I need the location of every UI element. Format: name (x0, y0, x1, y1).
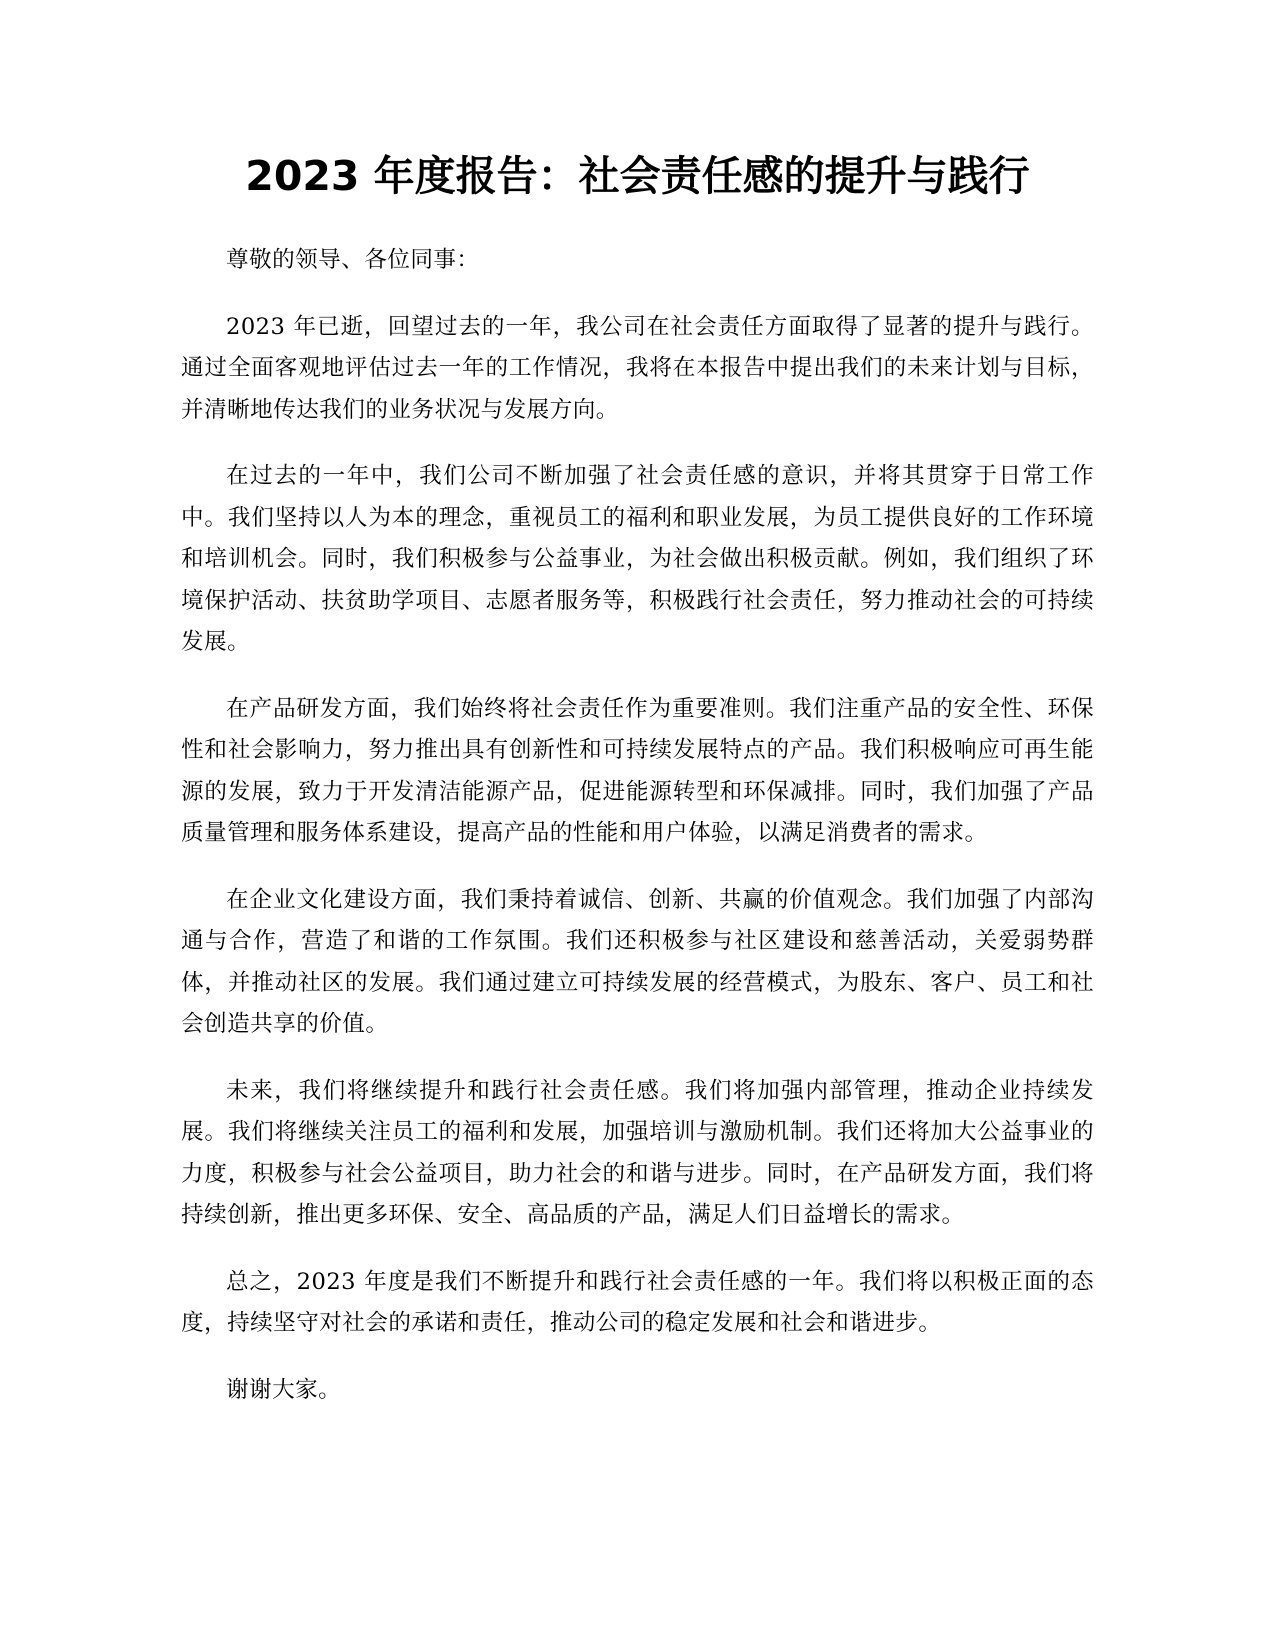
paragraph-intro: 2023 年已逝，回望过去的一年，我公司在社会责任方面取得了显著的提升与践行。通过全面客观地评估过去一年的工作情况，我将在本报告中提出我们的未来计划与目标，并清晰地传达我们的业务状况与发展方向。 (181, 313, 1094, 423)
closing-thanks: 谢谢大家。 (226, 1376, 342, 1403)
paragraph-product-development: 在产品研发方面，我们始终将社会责任作为重要准则。我们注重产品的安全性、环保性和社会影响力，努力推出具有创新性和可持续发展特点的产品。我们积极响应可再生能源的发展，致力于开发清洁能源产品，促进能源转型和环保减排。同时，我们加强了产品质量管理和服务体系建设，提高产品的性能和用户体验，以满足消费者的需求。 (181, 695, 1094, 846)
paragraph-conclusion: 总之，2023 年度是我们不断提升和践行社会责任感的一年。我们将以积极正面的态度，持续坚守对社会的承诺和责任，推动公司的稳定发展和社会和谐进步。 (181, 1268, 1094, 1336)
salutation: 尊敬的领导、各位同事： (226, 247, 480, 273)
document-title: 2023 年度报告：社会责任感的提升与践行 (245, 152, 1030, 200)
paragraph-future-plans: 未来，我们将继续提升和践行社会责任感。我们将加强内部管理，推动企业持续发展。我们将继续关注员工的福利和发展，加强培训与激励机制。我们还将加大公益事业的力度，积极参与社会公益项目，助力社会的和谐与进步。同时，在产品研发方面，我们将持续创新，推出更多环保、安全、高品质的产品，满足人们日益增长的需求。 (181, 1077, 1094, 1228)
document-body (181, 240, 1094, 1411)
paragraph-corporate-culture: 在企业文化建设方面，我们秉持着诚信、创新、共赢的价值观念。我们加强了内部沟通与合作，营造了和谐的工作氛围。我们还积极参与社区建设和慈善活动，关爱弱势群体，并推动社区的发展。我们通过建立可持续发展的经营模式，为股东、客户、员工和社会创造共享的价值。 (181, 886, 1094, 1037)
paragraph-social-responsibility: 在过去的一年中，我们公司不断加强了社会责任感的意识，并将其贯穿于日常工作中。我们坚持以人为本的理念，重视员工的福利和职业发展，为员工提供良好的工作环境和培训机会。同时，我们积极参与公益事业，为社会做出积极贡献。例如，我们组织了环境保护活动、扶贫助学项目、志愿者服务等，积极践行社会责任，努力推动社会的可持续发展。 (181, 463, 1094, 655)
